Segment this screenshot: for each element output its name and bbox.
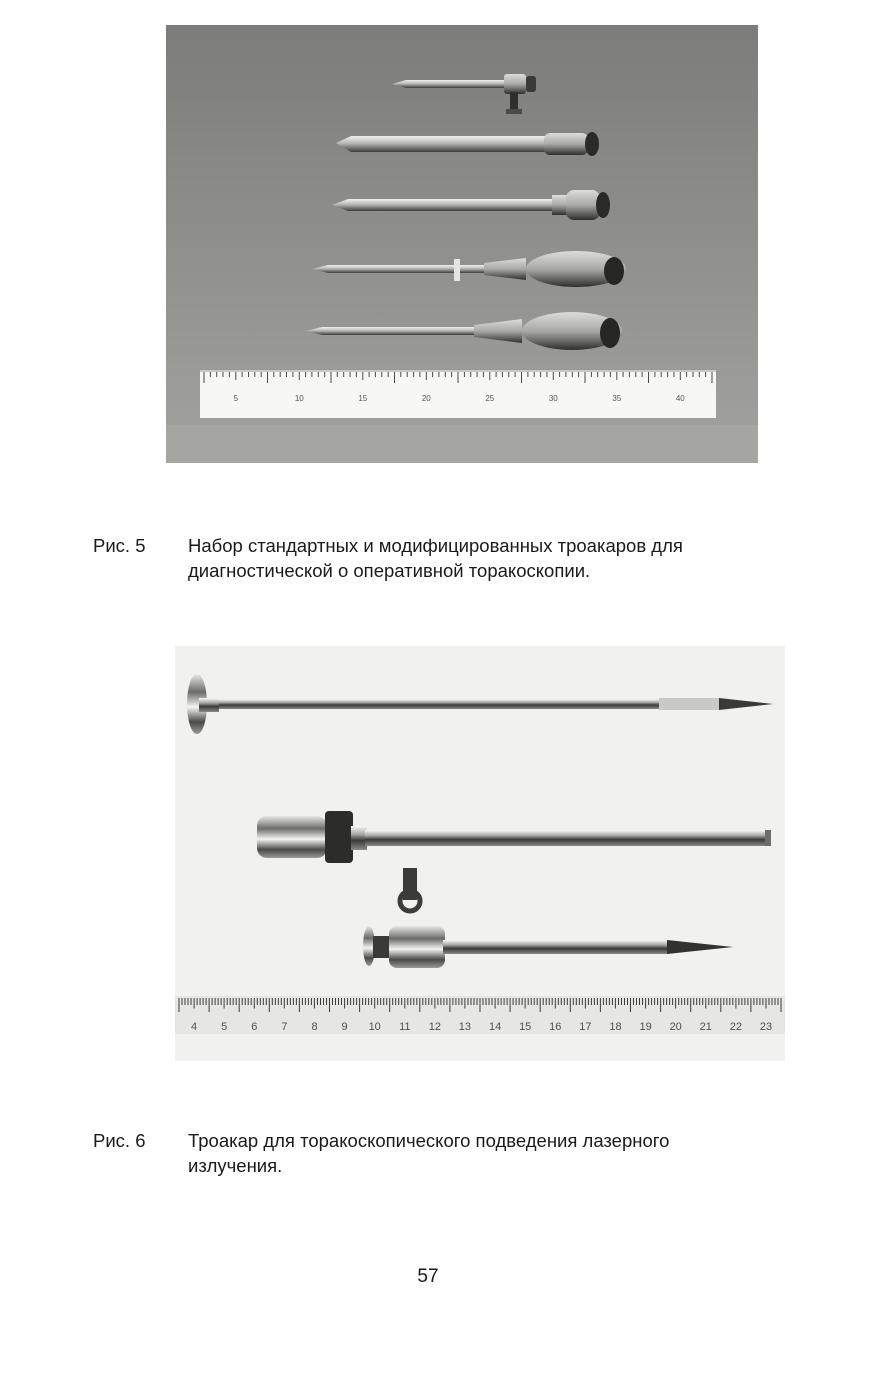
ruler-label: 19 bbox=[639, 1021, 652, 1033]
ruler-label: 10 bbox=[294, 394, 304, 403]
ruler-fig5 bbox=[200, 370, 716, 418]
ruler-label: 5 bbox=[233, 394, 239, 403]
figure-6-label: Рис. 6 bbox=[93, 1130, 146, 1151]
ruler-label: 20 bbox=[669, 1021, 682, 1033]
figure-6-photo bbox=[175, 646, 785, 1061]
ruler-label: 40 bbox=[675, 394, 685, 403]
ruler-label: 20 bbox=[421, 394, 431, 403]
ruler-label: 25 bbox=[485, 394, 495, 403]
ruler-label: 23 bbox=[759, 1021, 773, 1033]
ruler-label: 8 bbox=[311, 1021, 318, 1033]
ruler-label: 16 bbox=[549, 1021, 562, 1033]
ruler-label: 4 bbox=[191, 1021, 198, 1033]
figure-5-label: Рис. 5 bbox=[93, 535, 146, 556]
ruler-label: 22 bbox=[729, 1021, 743, 1033]
ruler-label: 7 bbox=[281, 1021, 288, 1033]
ruler-label: 14 bbox=[488, 1021, 502, 1033]
ruler-label: 10 bbox=[368, 1021, 381, 1033]
ruler-label: 5 bbox=[221, 1021, 228, 1033]
figure-6-caption-text bbox=[188, 1128, 768, 1178]
figure-6-caption bbox=[93, 1128, 793, 1188]
ruler-label: 12 bbox=[428, 1021, 442, 1033]
figure-5-illustration bbox=[166, 25, 758, 463]
figure-5-caption-text bbox=[188, 533, 768, 583]
ruler-label: 15 bbox=[358, 394, 368, 403]
ruler-label: 9 bbox=[341, 1021, 348, 1033]
ruler-label: 13 bbox=[458, 1021, 472, 1033]
figure-5-caption-line: Набор стандартных и модифицированных троакаров для bbox=[188, 535, 683, 556]
ruler-label: 6 bbox=[251, 1021, 258, 1033]
ruler-label: 17 bbox=[579, 1021, 592, 1033]
ruler-label: 21 bbox=[699, 1021, 712, 1033]
ruler-label: 35 bbox=[612, 394, 622, 403]
figure-5-photo bbox=[166, 25, 758, 463]
figure-6-illustration bbox=[175, 646, 785, 1061]
figure-6-caption-line: Троакар для торакоскопического подведения лазерного bbox=[188, 1130, 670, 1151]
ruler-label: 11 bbox=[399, 1021, 411, 1033]
ruler-label: 18 bbox=[609, 1021, 622, 1033]
figure-5-caption bbox=[93, 533, 793, 593]
page-number: 57 bbox=[417, 1266, 439, 1287]
ruler-label: 15 bbox=[519, 1021, 532, 1033]
figure-5-caption-line: диагностической о оперативной торакоскопии. bbox=[188, 560, 591, 581]
figure-6-caption-line: излучения. bbox=[188, 1155, 283, 1176]
ruler-label: 30 bbox=[548, 394, 558, 403]
ruler-fig6 bbox=[175, 996, 785, 1034]
